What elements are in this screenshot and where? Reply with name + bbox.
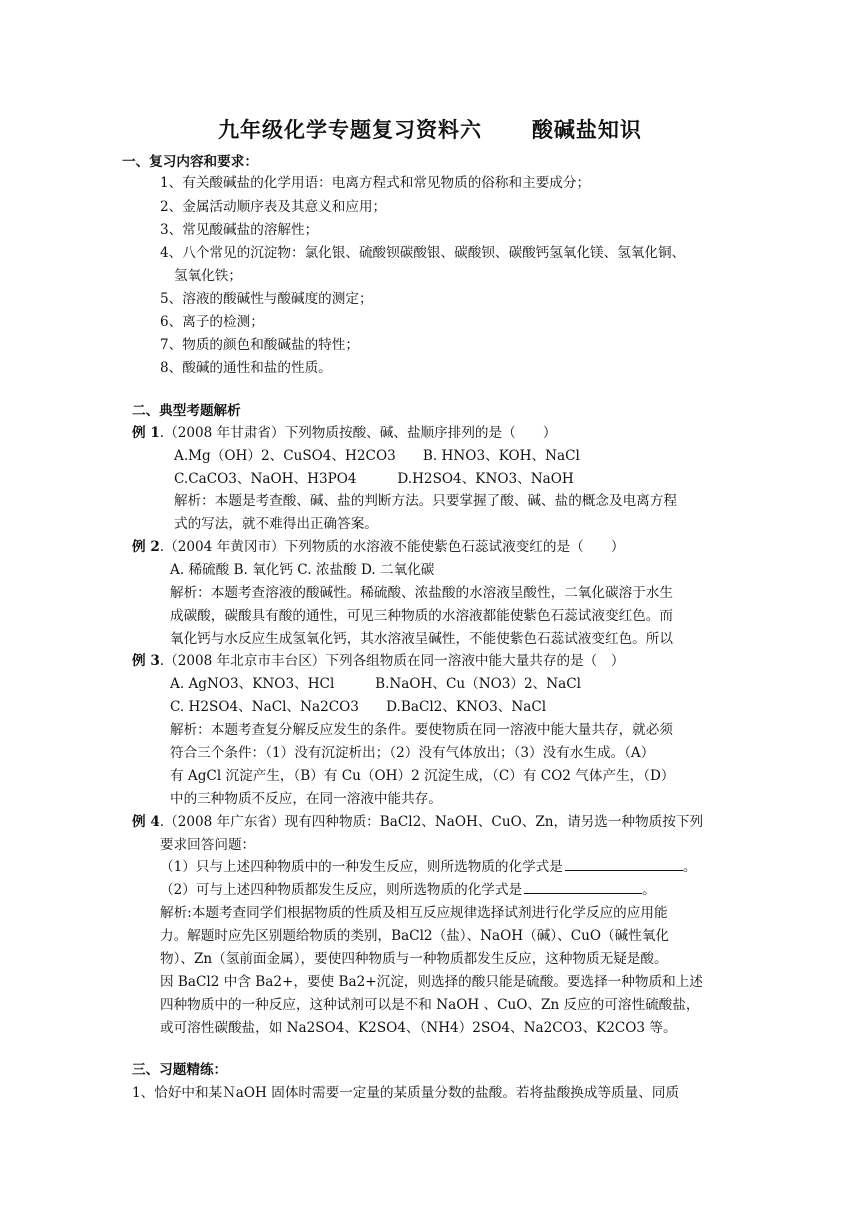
example-label: 例 4 bbox=[132, 814, 160, 830]
example-2-analysis: 氧化钙与水反应生成氢氧化钙，其水溶液呈碱性，不能使紫色石蕊试液变红色。所以 bbox=[170, 631, 673, 647]
section-2-heading: 二、典型考题解析 bbox=[132, 403, 241, 419]
example-label: 例 3 bbox=[132, 653, 160, 669]
document-title: 九年级化学专题复习资料六 酸碱盐知识 bbox=[218, 117, 642, 142]
question-text: .（2008 年广东省）现有四种物质：BaCl2、NaOH、CuO、Zn，请另选一种物质按下列 bbox=[159, 814, 704, 830]
example-3-question bbox=[132, 652, 624, 670]
example-3-analysis: 中的三种物质不反应，在同一溶液中能共存。 bbox=[170, 791, 442, 807]
example-1-analysis: 解析：本题是考查酸、碱、盐的判断方法。只要掌握了酸、碱、盐的概念及电离方程 bbox=[174, 493, 677, 509]
example-4-analysis: 力。解题时应先区别题给物质的类别，BaCl2（盐）、NaOH（碱）、CuO（碱性氧化 bbox=[160, 928, 670, 944]
example-4-question bbox=[132, 813, 703, 831]
list-item: 2、金属活动顺序表及其意义和应用； bbox=[160, 199, 387, 215]
example-4-analysis: 四种物质中的一种反应，这种试剂可以是不和 NaOH 、CuO、Zn 反应的可溶性硫酸盐， bbox=[160, 997, 700, 1013]
example-4-question-continued: 要求回答问题： bbox=[160, 837, 256, 853]
part-text: （2）可与上述四种物质都发生反应，则所选物质的化学式是 bbox=[160, 882, 523, 898]
list-item: 5、溶液的酸碱性与酸碱度的测定； bbox=[160, 291, 373, 307]
list-item: 8、酸碱的通性和盐的性质。 bbox=[160, 360, 332, 376]
example-1-options-cd: C.CaCO3、NaOH、H3PO4 D.H2SO4、KNO3、NaOH bbox=[174, 471, 574, 487]
example-3-options-cd: C. H2SO4、NaCl、Na2CO3 D.BaCl2、KNO3、NaCl bbox=[170, 699, 547, 715]
example-2-analysis: 成碳酸，碳酸具有酸的通性，可见三种物质的水溶液都能使紫色石蕊试液变红色。而 bbox=[170, 608, 673, 624]
example-4-analysis: 解析:本题考查同学们根据物质的性质及相互反应规律选择试剂进行化学反应的应用能 bbox=[160, 905, 668, 921]
exercise-item: 1、恰好中和某ＮaOH 固体时需要一定量的某质量分数的盐酸。若将盐酸换成等质量、同质 bbox=[132, 1085, 680, 1101]
example-2-question bbox=[132, 538, 624, 556]
list-item: 4、八个常见的沉淀物：氯化银、硫酸钡碳酸银、碳酸钡、碳酸钙氢氧化镁、氢氧化铜、 bbox=[160, 245, 686, 261]
question-text: .（2004 年黄冈市）下列物质的水溶液不能使紫色石蕊试液变红的是（ ） bbox=[159, 539, 625, 555]
answer-blank[interactable] bbox=[524, 881, 642, 894]
example-1-options-ab: A.Mg（OH）2、CuSO4、H2CO3 B. HNO3、KOH、NaCl bbox=[174, 448, 580, 464]
part-text: （1）只与上述四种物质中的一种发生反应，则所选物质的化学式是 bbox=[160, 859, 563, 875]
example-3-analysis: 解析：本题考查复分解反应发生的条件。要使物质在同一溶液中能大量共存，就必须 bbox=[170, 722, 673, 738]
example-2-analysis: 解析：本题考查溶液的酸碱性。稀硫酸、浓盐酸的水溶液呈酸性，二氧化碳溶于水生 bbox=[170, 585, 673, 601]
example-4-part-1 bbox=[160, 858, 696, 876]
list-item: 1、有关酸碱盐的化学用语：电离方程式和常见物质的俗称和主要成分； bbox=[160, 175, 591, 191]
question-text: .（2008 年北京市丰台区）下列各组物质在同一溶液中能大量共存的是（ ） bbox=[159, 653, 625, 669]
question-text: .（2008 年甘肃省）下列物质按酸、碱、盐顺序排列的是（ ） bbox=[159, 425, 557, 441]
list-item: 3、常见酸碱盐的溶解性； bbox=[160, 222, 319, 238]
example-3-analysis: 有 AgCl 沉淀产生，（B）有 Cu（OH）2 沉淀生成，（C）有 CO2 气体产生，（D） bbox=[170, 768, 675, 784]
example-3-analysis: 符合三个条件：（1）没有沉淀析出；（2）没有气体放出；（3）没有水生成。（A） bbox=[170, 745, 655, 761]
list-item-continued: 氢氧化铁； bbox=[174, 268, 242, 284]
example-4-part-2 bbox=[160, 881, 656, 899]
example-1-question bbox=[132, 424, 556, 442]
example-4-analysis: 因 BaCl2 中含 Ba2+，要使 Ba2+沉淀，则选择的酸只能是硫酸。要选择一种物质和上述 bbox=[160, 974, 703, 990]
part-end: 。 bbox=[682, 859, 697, 875]
example-2-options: A. 稀硫酸 B. 氧化钙 C. 浓盐酸 D. 二氧化碳 bbox=[170, 562, 435, 578]
part-end: 。 bbox=[642, 882, 656, 898]
section-1-heading: 一、复习内容和要求： bbox=[122, 154, 258, 170]
section-3-heading: 三、习题精练： bbox=[132, 1062, 228, 1078]
example-4-analysis: 物）、Zn（氢前面金属），要使四种物质与一种物质都发生反应，这种物质无疑是酸。 bbox=[160, 951, 668, 967]
example-label: 例 1 bbox=[132, 425, 160, 441]
example-1-analysis: 式的写法，就不难得出正确答案。 bbox=[174, 516, 378, 532]
list-item: 7、物质的颜色和酸碱盐的特性； bbox=[160, 337, 359, 353]
example-3-options-ab: A. AgNO3、KNO3、HCl B.NaOH、Cu（NO3）2、NaCl bbox=[170, 676, 582, 692]
example-label: 例 2 bbox=[132, 539, 160, 555]
list-item: 6、离子的检测； bbox=[160, 314, 264, 330]
answer-blank[interactable] bbox=[565, 858, 683, 871]
example-4-analysis: 或可溶性碳酸盐，如 Na2SO4、K2SO4、（NH4）2SO4、Na2CO3、K2CO3 等。 bbox=[160, 1020, 677, 1036]
